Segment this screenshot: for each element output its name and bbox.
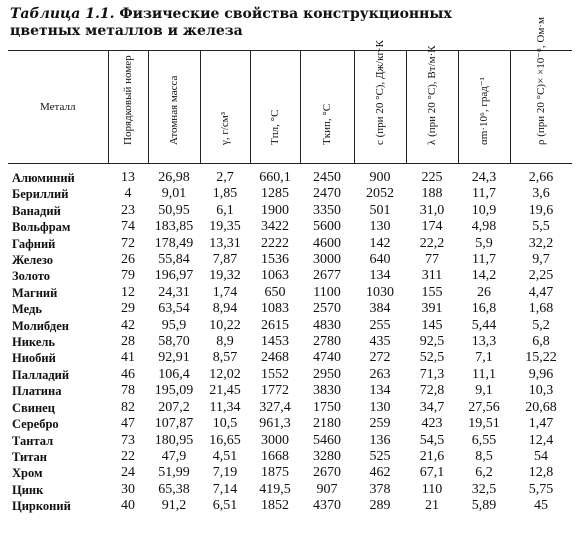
cell-heat-capacity: 142 — [369, 235, 391, 251]
cell-heat-capacity: 255 — [369, 317, 391, 333]
cell-mass: 196,97 — [154, 268, 194, 284]
cell-conductivity: 31,0 — [419, 202, 445, 218]
cell-number: 42 — [121, 317, 135, 333]
header-metal-label: Металл — [40, 101, 76, 113]
cell-density: 7,87 — [212, 252, 238, 268]
cell-metal-name: Хром — [12, 466, 43, 481]
cell-conductivity: 67,1 — [419, 465, 445, 481]
cell-metal-name: Серебро — [12, 417, 59, 432]
cell-number: 41 — [121, 350, 135, 366]
cell-resistivity: 10,3 — [528, 383, 554, 399]
cell-mass: 26,98 — [158, 170, 190, 185]
cell-resistivity: 12,4 — [528, 432, 554, 448]
cell-heat-capacity: 272 — [369, 350, 391, 366]
header-mass — [148, 51, 200, 164]
table-row — [8, 252, 572, 268]
cell-resistivity: 5,5 — [532, 219, 550, 235]
cell-t-melt: 2222 — [261, 235, 289, 251]
cell-metal-name: Свинец — [12, 400, 55, 415]
cell-expansion: 26 — [477, 284, 491, 300]
cell-number: 22 — [121, 448, 135, 464]
cell-metal-name: Цирконий — [12, 499, 71, 514]
cell-expansion: 6,2 — [475, 465, 493, 481]
cell-t-melt: 1900 — [261, 202, 289, 218]
table-row — [8, 236, 572, 252]
cell-conductivity: 110 — [421, 481, 443, 497]
cell-heat-capacity: 378 — [369, 481, 391, 497]
cell-t-melt: 1536 — [261, 252, 289, 268]
cell-t-melt: 2468 — [261, 350, 289, 366]
cell-metal-name: Гафний — [12, 236, 56, 251]
header-mass-label: Атомная масса — [168, 75, 180, 145]
cell-number: 82 — [121, 399, 135, 415]
cell-resistivity: 4,47 — [528, 284, 554, 300]
cell-conductivity: 22,2 — [419, 235, 445, 251]
cell-t-melt: 419,5 — [259, 481, 291, 497]
cell-t-boil: 2180 — [313, 416, 341, 432]
cell-t-melt: 3422 — [261, 219, 289, 235]
cell-metal-name: Палладий — [12, 367, 70, 382]
cell-heat-capacity: 525 — [369, 448, 391, 464]
cell-mass: 55,84 — [158, 252, 190, 268]
cell-t-boil: 4370 — [313, 498, 341, 514]
cell-mass: 50,95 — [158, 202, 190, 218]
cell-density: 4,51 — [212, 448, 238, 464]
cell-t-boil: 5600 — [313, 219, 341, 235]
cell-expansion: 5,9 — [475, 235, 493, 251]
cell-mass: 9,01 — [161, 186, 187, 202]
table-row — [8, 465, 572, 481]
cell-number: 73 — [121, 432, 135, 448]
cell-resistivity: 54 — [534, 448, 548, 464]
cell-t-melt: 1552 — [261, 366, 289, 382]
cell-resistivity: 32,2 — [528, 235, 554, 251]
cell-conductivity: 77 — [425, 252, 439, 268]
cell-heat-capacity: 435 — [369, 334, 391, 350]
cell-metal-name: Цинк — [12, 482, 44, 497]
cell-resistivity: 20,68 — [525, 399, 557, 415]
cell-resistivity: 6,8 — [532, 334, 550, 350]
cell-mass: 91,2 — [161, 498, 187, 514]
cell-metal-name: Платина — [12, 384, 62, 399]
cell-expansion: 4,98 — [471, 219, 497, 235]
cell-heat-capacity: 289 — [369, 498, 391, 514]
cell-resistivity: 45 — [534, 498, 548, 514]
cell-conductivity: 155 — [421, 284, 443, 300]
cell-expansion: 7,1 — [475, 350, 493, 366]
cell-number: 40 — [121, 498, 135, 514]
cell-t-melt: 1875 — [261, 465, 289, 481]
cell-t-boil: 2670 — [313, 465, 341, 481]
cell-heat-capacity: 900 — [369, 170, 391, 185]
cell-expansion: 14,2 — [471, 268, 497, 284]
cell-resistivity: 9,7 — [532, 252, 550, 268]
cell-t-boil: 2780 — [313, 334, 341, 350]
table-row — [8, 219, 572, 235]
header-resistivity-label: ρ (при 20 °C)× ×10⁻⁸, Ом·м — [535, 17, 548, 145]
header-number-label: Порядковый номер — [122, 55, 134, 145]
cell-resistivity: 5,75 — [528, 481, 554, 497]
cell-heat-capacity: 640 — [369, 252, 391, 268]
cell-conductivity: 423 — [421, 416, 443, 432]
cell-mass: 178,49 — [154, 235, 194, 251]
cell-mass: 63,54 — [158, 301, 190, 317]
header-t-melt-label: Tпл, °C — [269, 109, 281, 145]
cell-t-boil: 2950 — [313, 366, 341, 382]
cell-conductivity: 71,3 — [419, 366, 445, 382]
header-heat-capacity-label: c (при 20 °C), Дж/кг·К — [374, 40, 386, 145]
cell-number: 28 — [121, 334, 135, 350]
cell-resistivity: 2,25 — [528, 268, 554, 284]
cell-t-melt: 660,1 — [259, 170, 291, 185]
cell-density: 6,51 — [212, 498, 238, 514]
cell-t-boil: 4740 — [313, 350, 341, 366]
cell-metal-name: Железо — [12, 253, 54, 268]
cell-resistivity: 3,6 — [532, 186, 550, 202]
cell-density: 8,94 — [212, 301, 238, 317]
cell-expansion: 32,5 — [471, 481, 497, 497]
header-metal — [8, 51, 108, 164]
table-row — [8, 433, 572, 449]
cell-heat-capacity: 130 — [369, 219, 391, 235]
cell-expansion: 24,3 — [471, 170, 497, 185]
cell-metal-name: Молибден — [12, 318, 69, 333]
cell-expansion: 13,3 — [471, 334, 497, 350]
cell-metal-name: Вольфрам — [12, 220, 71, 235]
cell-number: 4 — [124, 186, 132, 202]
table-caption — [10, 6, 570, 40]
table-row — [8, 268, 572, 284]
cell-heat-capacity: 462 — [369, 465, 391, 481]
cell-mass: 180,95 — [154, 432, 194, 448]
table-row — [8, 383, 572, 399]
cell-mass: 92,91 — [158, 350, 190, 366]
cell-conductivity: 21,6 — [419, 448, 445, 464]
table-body — [8, 164, 572, 515]
cell-heat-capacity: 259 — [369, 416, 391, 432]
cell-heat-capacity: 1030 — [366, 284, 394, 300]
cell-number: 30 — [121, 481, 135, 497]
cell-density: 10,5 — [212, 416, 238, 432]
cell-heat-capacity: 2052 — [366, 186, 394, 202]
cell-t-melt: 1668 — [261, 448, 289, 464]
cell-t-boil: 4600 — [313, 235, 341, 251]
table-row — [8, 203, 572, 219]
header-t-boil — [300, 51, 354, 164]
table-row — [8, 367, 572, 383]
cell-t-melt: 2615 — [261, 317, 289, 333]
cell-metal-name: Магний — [12, 285, 58, 300]
cell-heat-capacity: 501 — [369, 202, 391, 218]
cell-heat-capacity: 134 — [369, 268, 391, 284]
cell-number: 29 — [121, 301, 135, 317]
cell-mass: 65,38 — [158, 481, 190, 497]
table-row — [8, 416, 572, 432]
cell-metal-name: Ниобий — [12, 351, 56, 366]
cell-mass: 58,70 — [158, 334, 190, 350]
cell-number: 26 — [121, 252, 135, 268]
header-number — [108, 51, 148, 164]
cell-density: 19,35 — [209, 219, 241, 235]
cell-t-boil: 2450 — [313, 170, 341, 185]
cell-density: 8,9 — [216, 334, 234, 350]
cell-expansion: 8,5 — [475, 448, 493, 464]
cell-conductivity: 225 — [421, 170, 443, 185]
cell-mass: 107,87 — [154, 416, 194, 432]
cell-resistivity: 12,8 — [528, 465, 554, 481]
cell-t-boil: 3350 — [313, 202, 341, 218]
caption-number: Таблица 1.1. — [10, 6, 115, 22]
cell-density: 10,22 — [209, 317, 241, 333]
table-row — [8, 186, 572, 202]
cell-conductivity: 391 — [421, 301, 443, 317]
cell-t-boil: 2470 — [313, 186, 341, 202]
cell-mass: 207,2 — [158, 399, 190, 415]
cell-metal-name: Бериллий — [12, 187, 69, 202]
cell-density: 1,85 — [212, 186, 238, 202]
cell-density: 1,74 — [212, 284, 238, 300]
cell-expansion: 11,7 — [472, 186, 496, 202]
cell-density: 13,31 — [209, 235, 241, 251]
header-t-boil-label: Tкип, °C — [321, 103, 333, 145]
header-heat-capacity — [354, 40, 406, 164]
cell-mass: 24,31 — [158, 284, 190, 300]
cell-heat-capacity: 130 — [369, 399, 391, 415]
cell-t-boil: 2677 — [313, 268, 341, 284]
cell-t-boil: 907 — [316, 481, 338, 497]
cell-expansion: 19,51 — [468, 416, 500, 432]
cell-mass: 106,4 — [158, 366, 190, 382]
cell-density: 6,1 — [216, 202, 234, 218]
cell-heat-capacity: 134 — [369, 383, 391, 399]
cell-mass: 47,9 — [161, 448, 187, 464]
cell-expansion: 11,1 — [472, 366, 496, 382]
cell-number: 12 — [121, 284, 135, 300]
cell-t-melt: 1453 — [261, 334, 289, 350]
cell-expansion: 10,9 — [471, 202, 497, 218]
cell-number: 47 — [121, 416, 135, 432]
cell-conductivity: 72,8 — [419, 383, 445, 399]
cell-conductivity: 52,5 — [419, 350, 445, 366]
cell-resistivity: 1,68 — [528, 301, 554, 317]
cell-heat-capacity: 384 — [369, 301, 391, 317]
cell-conductivity: 34,7 — [419, 399, 445, 415]
table-row — [8, 400, 572, 416]
cell-metal-name: Титан — [12, 449, 47, 464]
cell-conductivity: 92,5 — [419, 334, 445, 350]
cell-expansion: 16,8 — [471, 301, 497, 317]
cell-density: 11,34 — [209, 399, 241, 415]
cell-t-melt: 650 — [264, 284, 286, 300]
cell-t-boil: 3830 — [313, 383, 341, 399]
table-row — [8, 498, 572, 514]
cell-resistivity: 15,22 — [525, 350, 557, 366]
cell-t-boil: 3280 — [313, 448, 341, 464]
cell-expansion: 9,1 — [475, 383, 493, 399]
cell-conductivity: 174 — [421, 219, 443, 235]
cell-heat-capacity: 136 — [369, 432, 391, 448]
cell-resistivity: 19,6 — [528, 202, 554, 218]
header-expansion-label: αm·10⁶, град⁻¹ — [478, 77, 490, 145]
cell-expansion: 5,89 — [471, 498, 497, 514]
header-density-label: γ, г/см³ — [219, 111, 231, 145]
cell-t-boil: 1750 — [313, 399, 341, 415]
table-row — [8, 318, 572, 334]
cell-metal-name: Алюминий — [12, 171, 75, 185]
caption-title-line2: цветных металлов и железа — [10, 23, 243, 39]
table-row — [8, 164, 572, 187]
cell-mass: 183,85 — [154, 219, 194, 235]
cell-mass: 95,9 — [161, 317, 187, 333]
cell-resistivity: 1,47 — [528, 416, 554, 432]
cell-t-melt: 1063 — [261, 268, 289, 284]
cell-t-melt: 3000 — [261, 432, 289, 448]
cell-mass: 195,09 — [154, 383, 194, 399]
cell-density: 2,7 — [216, 170, 234, 185]
header-t-melt — [250, 51, 300, 164]
cell-conductivity: 311 — [421, 268, 443, 284]
cell-expansion: 6,55 — [471, 432, 497, 448]
header-expansion — [458, 51, 510, 164]
cell-conductivity: 188 — [421, 186, 443, 202]
cell-conductivity: 21 — [425, 498, 439, 514]
cell-t-boil: 2570 — [313, 301, 341, 317]
cell-mass: 51,99 — [158, 465, 190, 481]
cell-conductivity: 54,5 — [419, 432, 445, 448]
cell-metal-name: Тантал — [12, 433, 54, 448]
header-density — [200, 51, 250, 164]
header-conductivity — [406, 45, 458, 164]
cell-density: 12,02 — [209, 366, 241, 382]
cell-resistivity: 2,66 — [528, 170, 554, 185]
cell-number: 74 — [121, 219, 135, 235]
header-conductivity-label: λ (при 20 °C), Вт/м·К — [426, 45, 438, 145]
cell-expansion: 27,56 — [468, 399, 500, 415]
cell-number: 46 — [121, 366, 135, 382]
table-row — [8, 449, 572, 465]
cell-t-boil: 5460 — [313, 432, 341, 448]
cell-t-melt: 1083 — [261, 301, 289, 317]
header-resistivity — [510, 17, 572, 164]
cell-t-melt: 961,3 — [259, 416, 291, 432]
table-row — [8, 285, 572, 301]
cell-t-boil: 4830 — [313, 317, 341, 333]
cell-t-melt: 1852 — [261, 498, 289, 514]
cell-metal-name: Золото — [12, 269, 51, 284]
cell-number: 72 — [121, 235, 135, 251]
cell-expansion: 5,44 — [471, 317, 497, 333]
header-row — [8, 51, 572, 164]
cell-density: 8,57 — [212, 350, 238, 366]
cell-t-melt: 1285 — [261, 186, 289, 202]
cell-number: 78 — [121, 383, 135, 399]
cell-density: 7,19 — [212, 465, 238, 481]
cell-number: 23 — [121, 202, 135, 218]
cell-heat-capacity: 263 — [369, 366, 391, 382]
cell-conductivity: 145 — [421, 317, 443, 333]
cell-number: 79 — [121, 268, 135, 284]
cell-density: 19,32 — [209, 268, 241, 284]
table-row — [8, 482, 572, 498]
cell-density: 7,14 — [212, 481, 238, 497]
cell-t-boil: 1100 — [313, 284, 341, 300]
table-row — [8, 301, 572, 317]
cell-number: 24 — [121, 465, 135, 481]
cell-t-melt: 1772 — [261, 383, 289, 399]
cell-metal-name: Медь — [12, 302, 42, 317]
cell-resistivity: 5,2 — [532, 317, 550, 333]
table-row — [8, 350, 572, 366]
cell-metal-name: Никель — [12, 335, 55, 350]
cell-density: 16,65 — [209, 432, 241, 448]
cell-expansion: 11,7 — [472, 252, 496, 268]
table-row — [8, 334, 572, 350]
cell-resistivity: 9,96 — [528, 366, 554, 382]
caption-title-line1: Физические свойства конструкционных — [119, 6, 452, 22]
cell-density: 21,45 — [209, 383, 241, 399]
cell-t-boil: 3000 — [313, 252, 341, 268]
cell-metal-name: Ванадий — [12, 203, 61, 218]
cell-number: 13 — [121, 170, 135, 185]
cell-t-melt: 327,4 — [259, 399, 291, 415]
